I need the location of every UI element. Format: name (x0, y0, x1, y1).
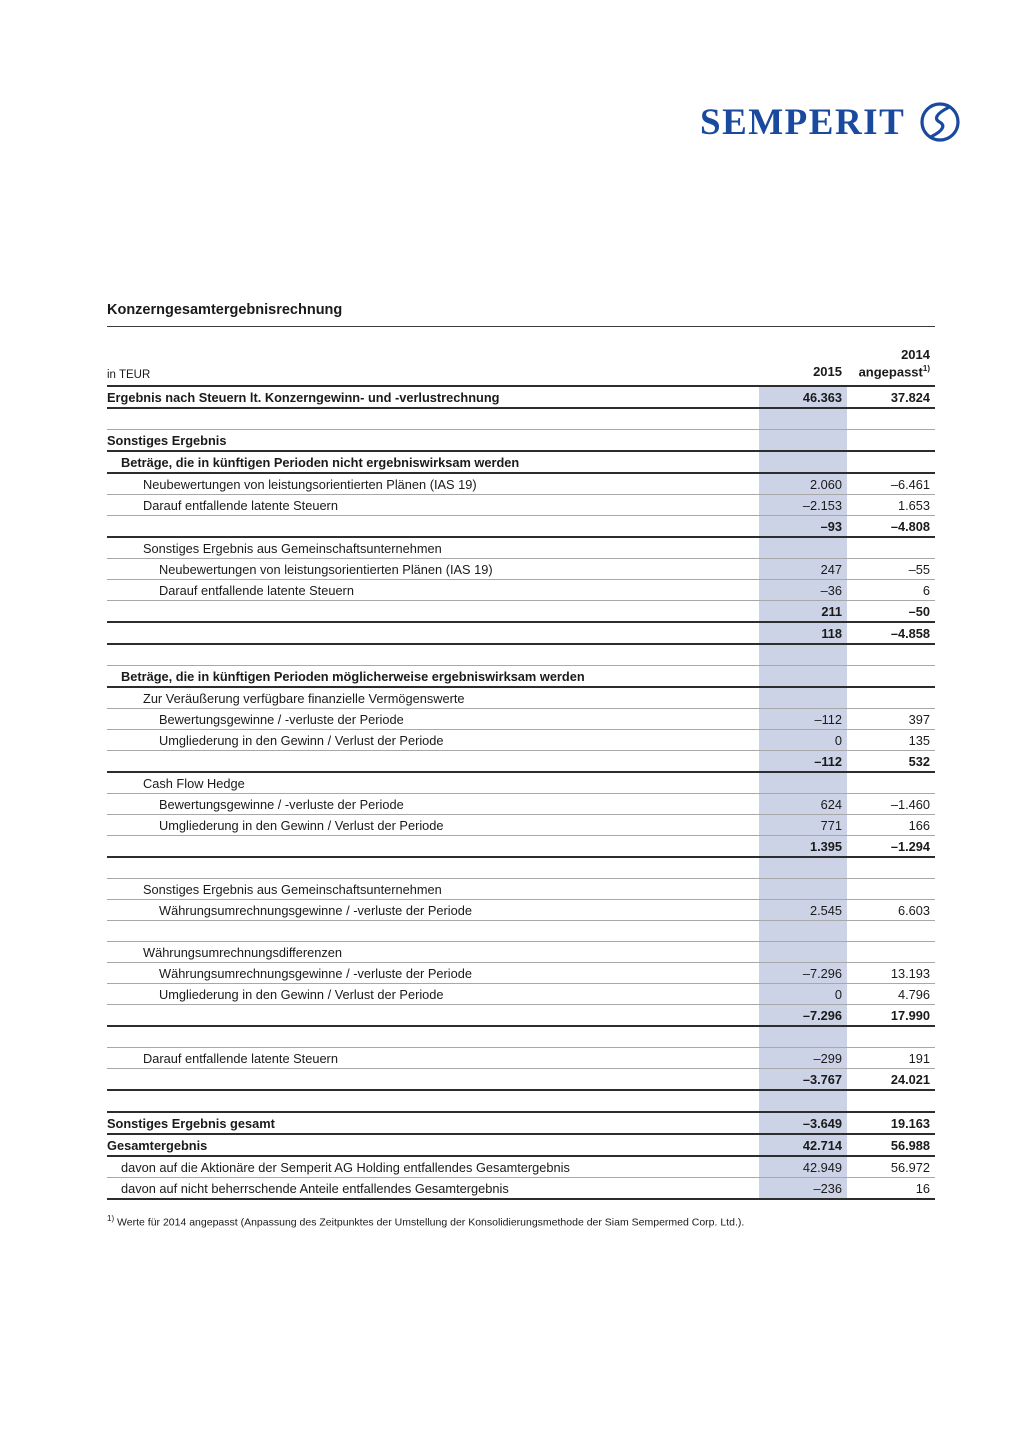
table-row (107, 1157, 935, 1178)
value-2014 (847, 409, 935, 429)
value-2015: –236 (759, 1178, 847, 1198)
table-row (107, 836, 935, 858)
value-2015: 624 (759, 794, 847, 814)
row-label (107, 623, 759, 643)
row-label: Sonstiges Ergebnis gesamt (107, 1115, 275, 1131)
table-row (107, 601, 935, 623)
value-2015: 2.545 (759, 900, 847, 920)
table-spacer-row (107, 921, 935, 942)
footnote (107, 1214, 935, 1229)
footnote-marker: 1) (922, 363, 930, 373)
value-2014 (847, 688, 935, 708)
value-2015 (759, 921, 847, 941)
table-row (107, 387, 935, 409)
value-2015: –93 (759, 516, 847, 536)
value-2014 (847, 773, 935, 793)
table-row (107, 666, 935, 688)
table-spacer-row (107, 1027, 935, 1048)
table-spacer-row (107, 409, 935, 430)
table-row (107, 474, 935, 495)
value-2014: –50 (908, 603, 930, 619)
table-row (107, 516, 935, 538)
statement-section (107, 302, 935, 1229)
row-label: Währungsumrechnungsgewinne / -verluste der Periode (159, 902, 472, 918)
row-label (107, 1069, 759, 1089)
row-label (107, 409, 759, 429)
value-2015 (759, 773, 847, 793)
value-2014: 532 (908, 753, 930, 769)
value-2015: 1.395 (759, 836, 847, 856)
value-2014: –1.460 (890, 796, 930, 812)
value-2015: 771 (759, 815, 847, 835)
value-2015: 42.714 (759, 1135, 847, 1155)
value-2014 (847, 942, 935, 962)
column-header-2015: 2015 (813, 364, 842, 380)
value-2014 (847, 430, 935, 450)
row-label (107, 921, 759, 941)
value-2015: –2.153 (759, 495, 847, 515)
value-2014: –55 (908, 561, 930, 577)
value-2014: 37.824 (890, 389, 930, 405)
row-label: Darauf entfallende latente Steuern (143, 1050, 338, 1066)
row-label: Bewertungsgewinne / -verluste der Periode (159, 711, 404, 727)
row-label: Neubewertungen von leistungsorientierten Plänen (IAS 19) (159, 561, 493, 577)
logo-text: SEMPERIT (700, 101, 906, 143)
value-2015 (759, 942, 847, 962)
table-row (107, 751, 935, 773)
row-label: Währungsumrechnungsgewinne / -verluste der Periode (159, 965, 472, 981)
semperit-s-circle-icon (918, 100, 962, 144)
row-label: Cash Flow Hedge (143, 775, 245, 791)
row-label: Zur Veräußerung verfügbare finanzielle Vermögenswerte (143, 690, 465, 706)
table-row (107, 963, 935, 984)
table-row (107, 900, 935, 921)
value-2014: 19.163 (890, 1115, 930, 1131)
table-row (107, 1048, 935, 1069)
footnote-text: Werte für 2014 angepasst (Anpassung des Zeitpunktes der Umstellung der Konsolidierungsmethode der Siam Sempermed Corp. Ltd.). (114, 1216, 745, 1229)
value-2014: 56.972 (890, 1159, 930, 1175)
page-title: Konzerngesamtergebnisrechnung (107, 302, 935, 327)
value-2014: 6.603 (897, 902, 930, 918)
semperit-logo (700, 100, 962, 144)
table-row (107, 942, 935, 963)
table-row (107, 538, 935, 559)
value-2015: –7.296 (759, 963, 847, 983)
row-label: Ergebnis nach Steuern lt. Konzerngewinn- und -verlustrechnung (107, 389, 500, 405)
value-2014: 24.021 (890, 1071, 930, 1087)
value-2014 (847, 645, 935, 665)
value-2015: –299 (759, 1048, 847, 1068)
row-label: Währungsumrechnungsdifferenzen (143, 944, 342, 960)
value-2015: –112 (759, 751, 847, 771)
row-label (107, 751, 759, 771)
table-row (107, 709, 935, 730)
value-2015: 211 (759, 601, 847, 621)
row-label: Sonstiges Ergebnis aus Gemeinschaftsunternehmen (143, 881, 442, 897)
table-row (107, 1069, 935, 1091)
row-label: Gesamtergebnis (107, 1137, 208, 1153)
value-2014: –6.461 (890, 476, 930, 492)
table-row (107, 773, 935, 794)
value-2015: 118 (759, 623, 847, 643)
value-2014: 17.990 (890, 1007, 930, 1023)
row-label: davon auf die Aktionäre der Semperit AG Holding entfallendes Gesamtergebnis (121, 1159, 570, 1175)
value-2015: –3.767 (759, 1069, 847, 1089)
value-2014 (847, 538, 935, 558)
table-row (107, 452, 935, 474)
row-label (107, 516, 759, 536)
value-2015 (759, 452, 847, 472)
value-2015: 2.060 (759, 474, 847, 494)
value-2014: 4.796 (897, 986, 930, 1002)
value-2015 (759, 688, 847, 708)
value-2015 (759, 430, 847, 450)
value-2015: 46.363 (759, 387, 847, 407)
column-header-2014-year: 2014 (901, 347, 930, 362)
value-2014: 6 (922, 582, 930, 598)
table-row (107, 815, 935, 836)
row-label: Sonstiges Ergebnis aus Gemeinschaftsunternehmen (143, 540, 442, 556)
value-2015 (759, 879, 847, 899)
table-spacer-row (107, 1091, 935, 1113)
value-2015: 247 (759, 559, 847, 579)
table-row (107, 730, 935, 751)
value-2015 (759, 858, 847, 878)
table-row (107, 1113, 935, 1135)
value-2015 (759, 409, 847, 429)
table-spacer-row (107, 645, 935, 666)
value-2014 (847, 452, 935, 472)
row-label: Sonstiges Ergebnis (107, 432, 227, 448)
row-label: davon auf nicht beherrschende Anteile entfallendes Gesamtergebnis (121, 1180, 509, 1196)
column-header-2014-adjusted: angepasst (858, 364, 923, 380)
value-2014: 56.988 (890, 1137, 930, 1153)
table-row (107, 794, 935, 815)
value-2015: –36 (759, 580, 847, 600)
row-label: Beträge, die in künftigen Perioden möglicherweise ergebniswirksam werden (121, 668, 585, 684)
table-spacer-row (107, 858, 935, 879)
row-label: Beträge, die in künftigen Perioden nicht ergebniswirksam werden (121, 454, 520, 470)
value-2015 (759, 666, 847, 686)
row-label: Umgliederung in den Gewinn / Verlust der Periode (159, 817, 444, 833)
table-row (107, 879, 935, 900)
value-2014 (847, 666, 935, 686)
footnote-marker: 1) (107, 1214, 115, 1224)
row-label: Darauf entfallende latente Steuern (159, 582, 354, 598)
value-2014: –1.294 (890, 838, 930, 854)
row-label: Darauf entfallende latente Steuern (143, 497, 338, 513)
table-row (107, 495, 935, 516)
table-rows (107, 387, 935, 1200)
row-label: Umgliederung in den Gewinn / Verlust der Periode (159, 732, 444, 748)
row-label: Neubewertungen von leistungsorientierten Plänen (IAS 19) (143, 476, 477, 492)
table-row (107, 984, 935, 1005)
table-row (107, 580, 935, 601)
value-2015: –112 (759, 709, 847, 729)
value-2014: 397 (908, 711, 930, 727)
table-row (107, 1135, 935, 1157)
table-row (107, 1005, 935, 1027)
value-2014: –4.858 (890, 625, 930, 641)
table-header (107, 347, 935, 387)
value-2015: 42.949 (759, 1157, 847, 1177)
table-row (107, 559, 935, 580)
row-label (107, 601, 759, 621)
value-2014: 16 (915, 1180, 930, 1196)
value-2014 (847, 1091, 935, 1111)
value-2014: –4.808 (890, 518, 930, 534)
table-row (107, 1178, 935, 1200)
row-label: Umgliederung in den Gewinn / Verlust der Periode (159, 986, 444, 1002)
value-2015 (759, 645, 847, 665)
row-label (107, 858, 759, 878)
value-2015 (759, 538, 847, 558)
value-2014: 166 (908, 817, 930, 833)
row-label (107, 645, 759, 665)
table-row (107, 688, 935, 709)
value-2014 (847, 1027, 935, 1047)
row-label (107, 1091, 759, 1111)
value-2014 (847, 921, 935, 941)
value-2015 (759, 1091, 847, 1111)
value-2014: 13.193 (890, 965, 930, 981)
table-row (107, 430, 935, 452)
value-2015: 0 (759, 984, 847, 1004)
row-label (107, 836, 759, 856)
row-label (107, 1027, 759, 1047)
row-label: Bewertungsgewinne / -verluste der Periode (159, 796, 404, 812)
value-2015: 0 (759, 730, 847, 750)
value-2015: –3.649 (759, 1113, 847, 1133)
table-row (107, 623, 935, 645)
value-2015 (759, 1027, 847, 1047)
value-2014: 1.653 (897, 497, 930, 513)
column-header-2014 (847, 347, 935, 381)
value-2014: 191 (908, 1050, 930, 1066)
value-2014 (847, 858, 935, 878)
value-2014: 135 (908, 732, 930, 748)
value-2015: –7.296 (759, 1005, 847, 1025)
value-2014 (847, 879, 935, 899)
row-label (107, 1005, 759, 1025)
unit-label: in TEUR (107, 369, 151, 382)
